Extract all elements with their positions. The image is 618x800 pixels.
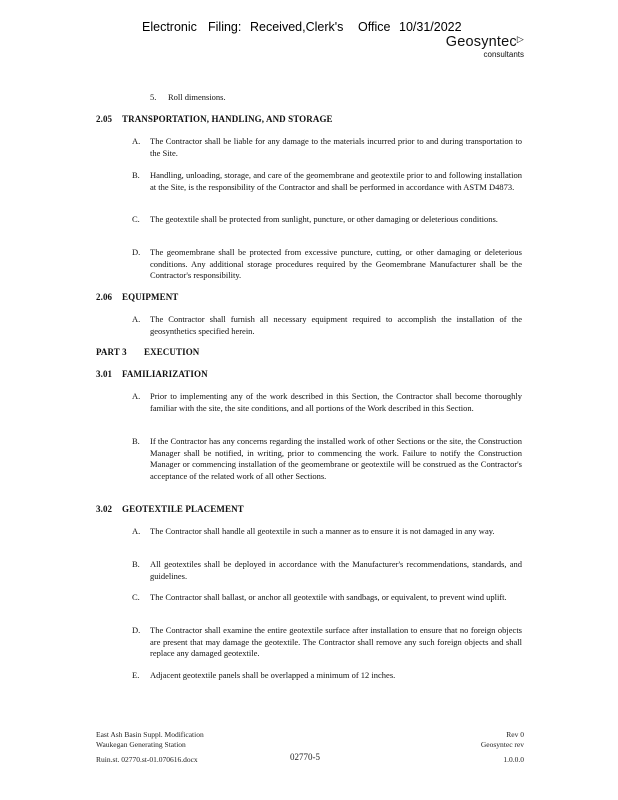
section-title: EQUIPMENT [122, 292, 179, 302]
list-item [150, 92, 226, 102]
paragraph-label: C. [132, 592, 140, 602]
paragraph-label: B. [132, 436, 140, 446]
paragraph-2-05-d [132, 247, 522, 282]
paragraph-label: E. [132, 670, 140, 680]
list-item-label: 5. [150, 92, 157, 102]
footer-page-number: 02770-5 [290, 752, 320, 762]
stamp-date: 10/31/2022 [399, 20, 462, 34]
part-title: EXECUTION [144, 347, 200, 357]
paragraph-label: B. [132, 559, 140, 569]
paragraph-2-05-c [132, 214, 522, 226]
paragraph-label: D. [132, 625, 141, 635]
section-number: 2.05 [96, 114, 113, 124]
logo-name: Geosyntec [445, 34, 517, 50]
stamp-office: Office [358, 20, 391, 34]
section-title: FAMILIARIZATION [122, 369, 208, 379]
paragraph-text: If the Contractor has any concerns regarding the installed work of other Sections or the site, the Construction Manager shall be notified, in writing, prior to commencing the work. Failure to notify the Construction Manager or commencing installation of the geomembrane or geotextile will be construed as the Contractor's acceptance of the related work of all other Sections. [150, 436, 522, 481]
footer-revision: Rev 0 [506, 730, 524, 739]
section-number: 3.02 [96, 504, 113, 514]
stamp-electronic: Electronic [142, 20, 197, 34]
paragraph-text: The Contractor shall furnish all necessary equipment required to accomplish the installation of the geosynthetics specified herein. [150, 314, 522, 336]
paragraph-label: B. [132, 170, 140, 180]
paragraph-label: A. [132, 314, 141, 324]
paragraph-text: All geotextiles shall be deployed in accordance with the Manufacturer's recommendations, standards, and guidelines. [150, 559, 522, 581]
paragraph-label: A. [132, 136, 141, 146]
paragraph-text: Adjacent geotextile panels shall be overlapped a minimum of 12 inches. [150, 670, 396, 680]
paragraph-2-05-b [132, 170, 522, 193]
paragraph-text: The geomembrane shall be protected from excessive puncture, cutting, or other damaging or deleterious conditions. Any additional storage procedures required by the Geomembrane Manufacturer shall be the Contractor's responsibility. [150, 247, 522, 281]
paragraph-3-02-e [132, 670, 522, 682]
footer-file-name: Ruin.st. 02770.st-01.070616.docx [96, 755, 198, 764]
paragraph-2-06-a [132, 314, 522, 337]
paragraph-3-02-d [132, 625, 522, 660]
paragraph-label: A. [132, 526, 141, 536]
paragraph-3-01-a [132, 391, 522, 414]
footer-project-name: East Ash Basin Suppl. Modification [96, 730, 204, 739]
part-heading-3 [96, 347, 199, 357]
paragraph-label: C. [132, 214, 140, 224]
geosyntec-logo [446, 34, 524, 59]
paragraph-text: The Contractor shall ballast, or anchor all geotextile with sandbags, or equivalent, to prevent wind uplift. [150, 592, 507, 602]
paragraph-text: The Contractor shall examine the entire geotextile surface after installation to ensure that no foreign objects are present that may damage the geotextile. The Contractor shall remove any such foreign objects and shall replace any damaged geotextile. [150, 625, 522, 659]
footer-company: Geosyntec rev [480, 740, 524, 749]
section-heading-2-06 [96, 292, 178, 302]
logo-subtitle: consultants [483, 50, 524, 59]
paragraph-3-02-a [132, 526, 522, 538]
paragraph-label: A. [132, 391, 141, 401]
stamp-received: Received,Clerk's [250, 20, 344, 34]
section-title: GEOTEXTILE PLACEMENT [122, 504, 244, 514]
footer-version: 1.0.0.0 [503, 755, 524, 764]
paragraph-3-01-b [132, 436, 522, 482]
section-heading-3-02 [96, 504, 244, 514]
paragraph-2-05-a [132, 136, 522, 159]
paragraph-text: Prior to implementing any of the work described in this Section, the Contractor shall become thoroughly familiar with the site, the site conditions, and all portions of the Work described in this Section. [150, 391, 522, 413]
paragraph-label: D. [132, 247, 141, 257]
section-title: TRANSPORTATION, HANDLING, AND STORAGE [122, 114, 333, 124]
paragraph-text: Handling, unloading, storage, and care of the geomembrane and geotextile prior to and following installation at the Site, is the responsibility of the Contractor and shall be performed in accordance with ASTM D4873. [150, 170, 522, 192]
footer-station-name: Waukegan Generating Station [96, 740, 186, 749]
stamp-filing: Filing: [208, 20, 242, 34]
section-number: 3.01 [96, 369, 113, 379]
paragraph-text: The Contractor shall be liable for any damage to the materials incurred prior to and during transportation to the Site. [150, 136, 522, 158]
paragraph-text: The geotextile shall be protected from sunlight, puncture, or other damaging or deleterious conditions. [150, 214, 498, 224]
list-item-text: Roll dimensions. [168, 92, 226, 102]
section-heading-2-05 [96, 114, 333, 124]
filing-stamp [0, 20, 618, 104]
paragraph-3-02-b [132, 559, 522, 582]
section-number: 2.06 [96, 292, 113, 302]
logo-mark-icon: ▷ [516, 34, 524, 44]
section-heading-3-01 [96, 369, 208, 379]
part-number: PART 3 [96, 347, 127, 357]
paragraph-3-02-c [132, 592, 522, 604]
paragraph-text: The Contractor shall handle all geotextile in such a manner as to ensure it is not damaged in any way. [150, 526, 495, 536]
